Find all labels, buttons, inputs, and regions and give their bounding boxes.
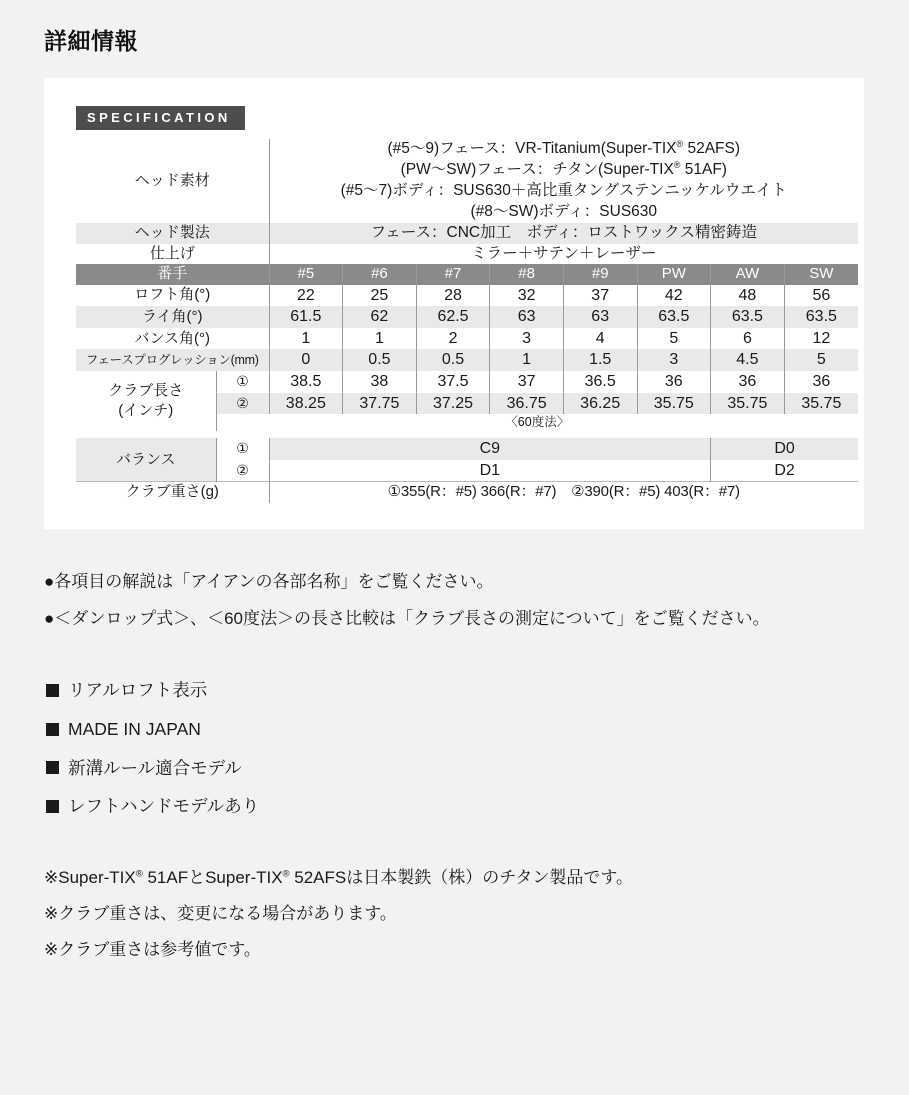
bullet-label-0: リアルロフト表示	[68, 679, 208, 700]
loft-value-7: 56	[784, 285, 858, 307]
fp-value-3: 1	[490, 349, 564, 371]
registered-mark-icon: ®	[676, 138, 684, 149]
bullet-item-0	[46, 671, 909, 710]
club-length2-value-3: 36.75	[490, 393, 564, 415]
club-length1-value-2: 37.5	[416, 371, 490, 393]
balance-row2-right-value: D2	[711, 460, 858, 482]
note-item-1: ●＜ダンロップ式＞、＜60度法＞の長さ比較は「クラブ長さの測定について」をご覧ください。	[44, 608, 770, 628]
square-bullet-icon	[46, 761, 59, 774]
balance-row2-left-value: D1	[269, 460, 711, 482]
lie-value-7: 63.5	[784, 306, 858, 328]
lie-value-6: 63.5	[711, 306, 785, 328]
club-length2-value-7: 35.75	[784, 393, 858, 415]
registered-mark-icon: ®	[282, 868, 290, 880]
page-title: 詳細情報	[44, 28, 138, 55]
square-bullet-icon	[46, 723, 59, 736]
bullet-label-3: レフトハンドモデルあり	[68, 796, 260, 817]
row-label-face-progression: フェースプログレッション(mm)	[76, 349, 269, 371]
club-length-mark-1: ①	[216, 371, 269, 393]
club-length2-value-1: 37.75	[343, 393, 417, 415]
square-bullet-icon	[46, 684, 59, 697]
specification-table	[76, 139, 858, 503]
club-length-mark-2: ②	[216, 393, 269, 415]
bounce-value-1: 1	[343, 328, 417, 350]
balance-row1-right-value: D0	[711, 438, 858, 460]
lie-value-1: 62	[343, 306, 417, 328]
table-spacer-cell	[76, 431, 858, 438]
fp-value-2: 0.5	[416, 349, 490, 371]
fp-value-5: 3	[637, 349, 711, 371]
lie-value-4: 63	[563, 306, 637, 328]
loft-value-2: 28	[416, 285, 490, 307]
bounce-value-2: 2	[416, 328, 490, 350]
registered-mark-icon: ®	[135, 868, 143, 880]
bounce-value-3: 3	[490, 328, 564, 350]
table-row-finish	[76, 244, 858, 265]
loft-value-0: 22	[269, 285, 343, 307]
balance-row1-left-value: C9	[269, 438, 711, 460]
bullet-label-2: 新溝ルール適合モデル	[68, 757, 242, 778]
bounce-value-7: 12	[784, 328, 858, 350]
row-label-finish: 仕上げ	[76, 244, 269, 265]
loft-value-6: 48	[711, 285, 785, 307]
notes-section	[44, 565, 874, 635]
row-value-club-weight: ①355(R：#5) 366(R：#7) ②390(R：#5) 403(R：#7)	[269, 482, 858, 503]
lie-value-3: 63	[490, 306, 564, 328]
bounce-value-6: 6	[711, 328, 785, 350]
club-length1-value-7: 36	[784, 371, 858, 393]
footnotes-section	[44, 860, 874, 967]
table-row-club-header	[76, 264, 858, 284]
club-length2-value-4: 36.25	[563, 393, 637, 415]
club-length1-value-0: 38.5	[269, 371, 343, 393]
loft-value-3: 32	[490, 285, 564, 307]
loft-value-1: 25	[343, 285, 417, 307]
club-length2-value-6: 35.75	[711, 393, 785, 415]
balance-mark-1: ①	[216, 438, 269, 460]
fp-value-7: 5	[784, 349, 858, 371]
table-row-balance-1	[76, 438, 858, 460]
column-header-club-7: SW	[784, 264, 858, 284]
club-length1-value-4: 36.5	[563, 371, 637, 393]
bullet-item-2	[46, 749, 909, 788]
bullet-item-1	[46, 710, 909, 749]
bullet-label-1: MADE IN JAPAN	[68, 718, 201, 739]
bullet-item-3	[46, 787, 909, 826]
row-value-finish: ミラー＋サテン＋レーザー	[269, 244, 858, 265]
lie-value-2: 62.5	[416, 306, 490, 328]
note-item-0: ●各項目の解説は「アイアンの各部名称」をご覧ください。	[44, 571, 494, 591]
row-label-club-length	[76, 371, 216, 431]
column-header-club-2: #7	[416, 264, 490, 284]
table-row-head-material	[76, 139, 858, 223]
column-header-club-6: AW	[711, 264, 785, 284]
club-length1-value-3: 37	[490, 371, 564, 393]
head-material-line-4: (#8〜SW)ボディ：SUS630	[470, 202, 658, 220]
column-header-club-1: #6	[343, 264, 417, 284]
fp-value-0: 0	[269, 349, 343, 371]
column-header-club-5: PW	[637, 264, 711, 284]
table-row-lie	[76, 306, 858, 328]
bounce-value-0: 1	[269, 328, 343, 350]
table-row-face-progression	[76, 349, 858, 371]
lie-value-0: 61.5	[269, 306, 343, 328]
table-row-bounce	[76, 328, 858, 350]
table-row-loft	[76, 285, 858, 307]
club-length-label-line1: クラブ長さ	[108, 381, 184, 399]
column-header-club-0: #5	[269, 264, 343, 284]
square-bullet-icon	[46, 800, 59, 813]
row-label-lie: ライ角(°)	[76, 306, 269, 328]
club-length-label-line2: (インチ)	[118, 402, 174, 420]
column-header-label: 番手	[76, 264, 269, 284]
club-length1-value-1: 38	[343, 371, 417, 393]
row-label-club-weight: クラブ重さ(g)	[76, 482, 269, 503]
column-header-club-4: #9	[563, 264, 637, 284]
row-value-head-construction: フェース：CNC加工 ボディ：ロストワックス精密鋳造	[269, 223, 858, 244]
footnote-item-0: ※Super-TIX® 51AFとSuper-TIX® 52AFSは日本製鉄（株）のチタン製品です。	[44, 868, 634, 888]
head-material-line-3: (#5〜7)ボディ：SUS630＋高比重タングステンニッケルウエイト	[340, 181, 787, 199]
row-label-balance: バランス	[76, 438, 216, 482]
fp-value-4: 1.5	[563, 349, 637, 371]
detail-info-page	[0, 15, 909, 967]
balance-mark-2: ②	[216, 460, 269, 482]
footnote-item-2: ※クラブ重さは参考値です。	[44, 939, 261, 959]
head-material-line-1: (#5〜9)フェース：VR-Titanium(Super-TIX® 52AFS)	[387, 138, 741, 157]
feature-bullet-list	[46, 671, 909, 826]
column-header-club-3: #8	[490, 264, 564, 284]
club-length1-value-5: 36	[637, 371, 711, 393]
loft-value-4: 37	[563, 285, 637, 307]
lie-value-5: 63.5	[637, 306, 711, 328]
club-length-note: 〈60度法〉	[216, 414, 858, 431]
club-length2-value-2: 37.25	[416, 393, 490, 415]
head-material-line-2: (PW〜SW)フェース：チタン(Super-TIX® 51AF)	[400, 159, 727, 178]
specification-banner: SPECIFICATION	[76, 106, 245, 130]
club-length2-value-5: 35.75	[637, 393, 711, 415]
table-row-club-weight	[76, 482, 858, 503]
club-length2-value-0: 38.25	[269, 393, 343, 415]
row-label-bounce: バンス角(°)	[76, 328, 269, 350]
fp-value-6: 4.5	[711, 349, 785, 371]
table-spacer-row	[76, 431, 858, 438]
specification-banner-row	[64, 106, 844, 130]
table-row-club-length-1	[76, 371, 858, 393]
row-label-head-material: ヘッド素材	[76, 139, 269, 223]
specification-card	[44, 78, 864, 529]
fp-value-1: 0.5	[343, 349, 417, 371]
row-value-head-material	[269, 139, 858, 223]
row-label-head-construction: ヘッド製法	[76, 223, 269, 244]
loft-value-5: 42	[637, 285, 711, 307]
row-label-loft: ロフト角(°)	[76, 285, 269, 307]
table-row-head-construction	[76, 223, 858, 244]
bounce-value-4: 4	[563, 328, 637, 350]
registered-mark-icon: ®	[673, 159, 681, 170]
footnote-item-1: ※クラブ重さは、変更になる場合があります。	[44, 903, 397, 923]
club-length1-value-6: 36	[711, 371, 785, 393]
bounce-value-5: 5	[637, 328, 711, 350]
